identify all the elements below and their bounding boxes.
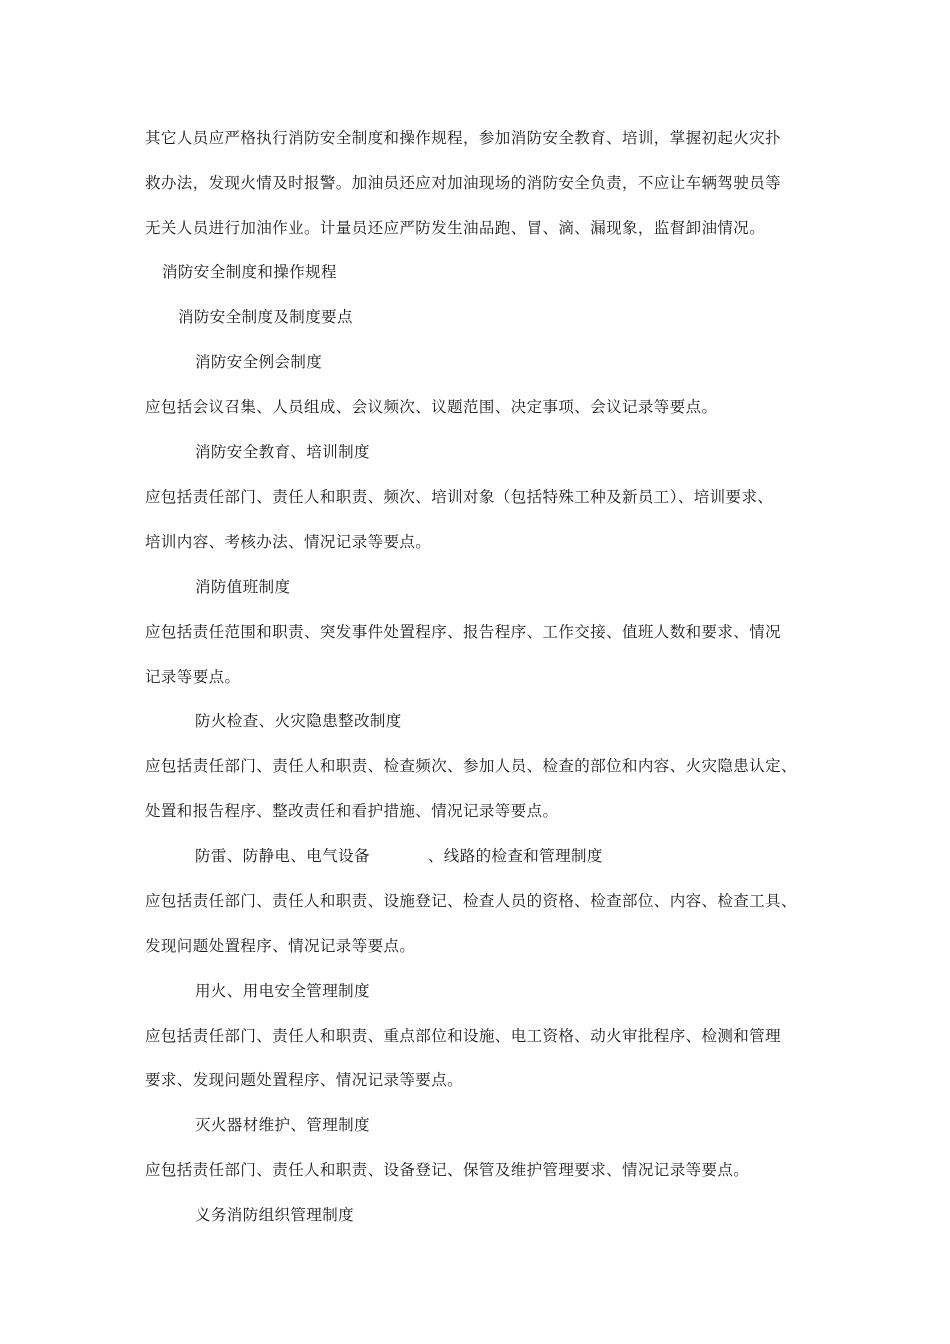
body-paragraph-line: 处置和报告程序、整改责任和看护措施、情况记录等要点。 [145,802,559,820]
body-paragraph-line: 发现问题处置程序、情况记录等要点。 [145,937,416,955]
item-heading: 消防值班制度 [195,578,291,596]
body-paragraph-line: 应包括责任部门、责任人和职责、设备登记、保管及维护管理要求、情况记录等要点。 [145,1161,750,1179]
subsection-heading: 消防安全制度及制度要点 [178,308,353,326]
item-heading: 消防安全例会制度 [195,353,323,371]
body-paragraph-line: 无关人员进行加油作业。计量员还应严防发生油品跑、冒、滴、漏现象，监督卸油情况。 [145,219,766,237]
body-paragraph-line: 记录等要点。 [145,668,241,686]
body-paragraph-line: 要求、发现问题处置程序、情况记录等要点。 [145,1071,464,1089]
item-heading: 灭火器材维护、管理制度 [195,1116,370,1134]
item-heading: 义务消防组织管理制度 [195,1206,355,1224]
item-heading-part: 防雷、防静电、电气设备 [195,847,370,865]
body-paragraph-line: 培训内容、考核办法、情况记录等要点。 [145,533,432,551]
section-heading: 消防安全制度和操作规程 [162,263,337,281]
body-paragraph-line: 应包括责任范围和职责、突发事件处置程序、报告程序、工作交接、值班人数和要求、情况 [145,623,782,641]
body-paragraph-line: 应包括责任部门、责任人和职责、检查频次、参加人员、检查的部位和内容、火灾隐患认定、 [145,757,797,775]
item-heading [195,845,603,867]
body-paragraph-line: 应包括责任部门、责任人和职责、设施登记、检查人员的资格、检查部位、内容、检查工具、 [145,892,797,910]
body-paragraph-line: 应包括会议召集、人员组成、会议频次、议题范围、决定事项、会议记录等要点。 [145,398,718,416]
item-heading: 消防安全教育、培训制度 [195,443,370,461]
item-heading-part: 、线路的检查和管理制度 [427,847,603,865]
body-paragraph-line: 应包括责任部门、责任人和职责、重点部位和设施、电工资格、动火审批程序、检测和管理 [145,1027,782,1045]
body-paragraph-line: 应包括责任部门、责任人和职责、频次、培训对象（包括特殊工种及新员工）、培训要求、 [145,488,774,506]
item-heading: 防火检查、火灾隐患整改制度 [195,712,402,730]
body-paragraph-line: 其它人员应严格执行消防安全制度和操作规程，参加消防安全教育、培训，掌握初起火灾扑 [145,129,782,147]
body-paragraph-line: 救办法，发现火情及时报警。加油员还应对加油现场的消防安全负责，不应让车辆驾驶员等 [145,174,782,192]
item-heading: 用火、用电安全管理制度 [195,982,370,1000]
